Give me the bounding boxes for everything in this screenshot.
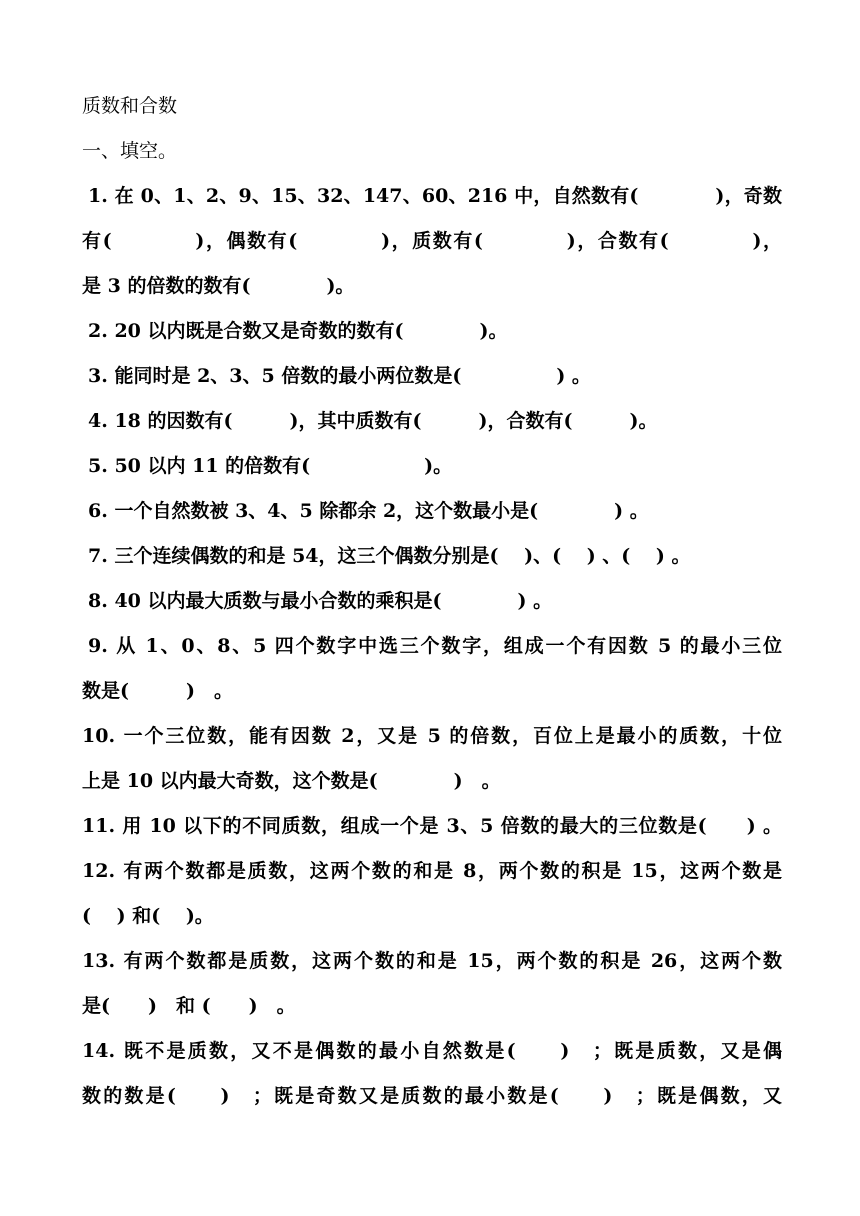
question-14-line-1: 14. 既不是质数，又不是偶数的最小自然数是( ) ；既是质数，又是偶 bbox=[82, 1040, 782, 1062]
question-10-line-2: 上是 10 以内最大奇数，这个数是( ) 。 bbox=[82, 770, 501, 792]
question-6: 6. 一个自然数被 3、4、5 除都余 2，这个数最小是( ) 。 bbox=[88, 500, 649, 522]
question-10-line-1: 10. 一个三位数，能有因数 2，又是 5 的倍数，百位上是最小的质数，十位 bbox=[82, 725, 782, 747]
question-1-line-3: 是 3 的倍数的数有( )。 bbox=[82, 275, 355, 297]
question-11: 11. 用 10 以下的不同质数，组成一个是 3、5 倍数的最大的三位数是( ) 。 bbox=[82, 815, 782, 837]
question-14-line-2: 数的数是( ) ；既是奇数又是质数的最小数是( ) ；既是偶数，又 bbox=[82, 1085, 782, 1107]
question-5: 5. 50 以内 11 的倍数有( )。 bbox=[88, 455, 453, 477]
question-12-line-2: ( ) 和( )。 bbox=[82, 905, 214, 927]
question-2: 2. 20 以内既是合数又是奇数的数有( )。 bbox=[88, 320, 508, 342]
question-13-line-1: 13. 有两个数都是质数，这两个数的和是 15，两个数的积是 26，这两个数 bbox=[82, 950, 782, 972]
question-3: 3. 能同时是 2、3、5 倍数的最小两位数是( ) 。 bbox=[88, 365, 591, 387]
question-8: 8. 40 以内最大质数与最小合数的乘积是( ) 。 bbox=[88, 590, 553, 612]
question-13-line-2: 是( ) 和 ( ) 。 bbox=[82, 995, 296, 1017]
question-1-line-1: 1. 在 0、1、2、9、15、32、147、60、216 中，自然数有( )，奇数 bbox=[88, 185, 782, 207]
page-title: 质数和合数 bbox=[82, 95, 178, 117]
question-4: 4. 18 的因数有( )，其中质数有( )，合数有( )。 bbox=[88, 410, 658, 432]
section-heading: 一、填空。 bbox=[82, 140, 178, 162]
question-7: 7. 三个连续偶数的和是 54，这三个偶数分别是( )、( ) 、( ) 。 bbox=[88, 545, 691, 567]
question-1-line-2: 有( )，偶数有( )，质数有( )，合数有( )， bbox=[82, 230, 782, 252]
question-9-line-2: 数是( ) 。 bbox=[82, 680, 233, 702]
question-9-line-1: 9. 从 1、0、8、5 四个数字中选三个数字，组成一个有因数 5 的最小三位 bbox=[88, 635, 782, 657]
question-12-line-1: 12. 有两个数都是质数，这两个数的和是 8，两个数的积是 15，这两个数是 bbox=[82, 860, 782, 882]
